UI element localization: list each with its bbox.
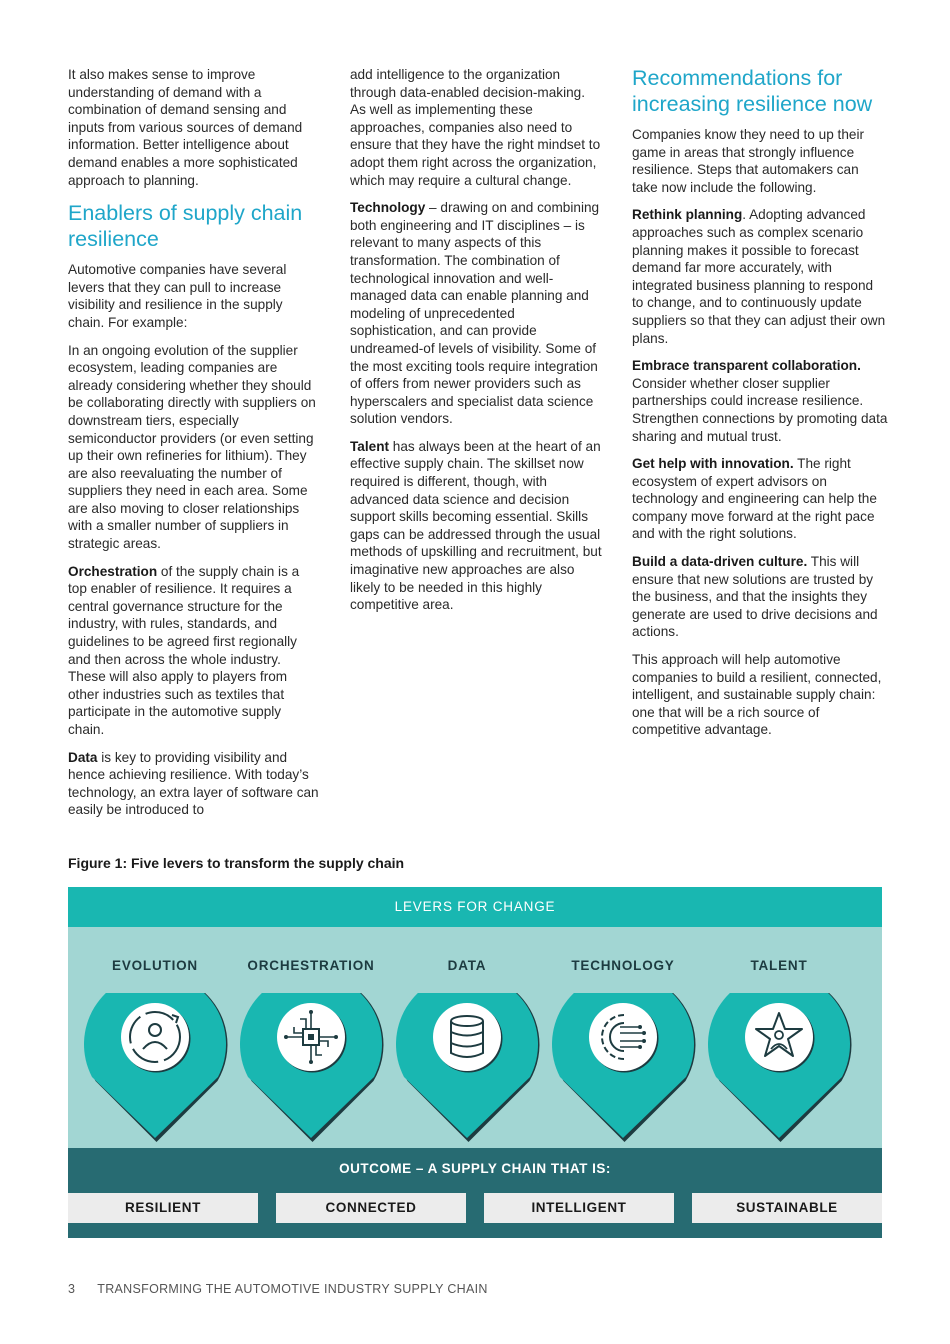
outcome-section (68, 1148, 882, 1238)
lever-label: ORCHESTRATION (247, 958, 375, 973)
bold-term: Embrace transparent collaboration. (632, 358, 861, 374)
paragraph: Data is key to providing visibility and hence achieving resilience. With today’s technology, an extra layer of software can easily be introduced to (68, 749, 319, 818)
paragraph: This approach will help automotive companies to build a resilient, connected, intelligent, and sustainable supply chain: one that will be a rich source of competitive advantage. (632, 652, 882, 738)
bold-term: Rethink planning (632, 207, 743, 223)
outcome-sustainable: SUSTAINABLE (692, 1193, 882, 1223)
paragraph: Embrace transparent collaboration. Consider whether closer supplier partnerships could increase resilience. Strengthen connections by promoting data sharing and mutual trust. (632, 358, 888, 444)
paragraph: add intelligence to the organization through data-enabled decision-making. As well as implementing these approaches, companies also need to ensure that they have the right mindset to adopt them right across the organization, which may require a cultural change. (350, 67, 601, 188)
bold-term: Get help with innovation. (632, 456, 794, 472)
lever-technology (542, 927, 704, 1147)
bold-term: Data (68, 749, 98, 765)
figure-caption: Figure 1: Five levers to transform the supply chain (68, 855, 405, 871)
text-column-1 (68, 66, 320, 829)
bold-term: Build a data-driven culture. (632, 554, 808, 570)
paragraph: In an ongoing evolution of the supplier ecosystem, leading companies are already considering whether they should be collaborating directly with suppliers on downstream tiers, especially semiconductor providers (or even setting up their own refineries for lithium). They are also reevaluating the number of suppliers they need in each area. Some are also moving to closer relationships with a smaller number of suppliers in strategic areas. (68, 342, 316, 552)
paragraph: Get help with innovation. The right ecosystem of expert advisors on technology and engineering can help the company move forward at the right pace and with the right solutions. (632, 456, 877, 542)
lever-label: DATA (447, 958, 487, 973)
database-icon (394, 993, 540, 1143)
bold-term: Talent (350, 438, 390, 454)
outcome-resilient: RESILIENT (68, 1193, 258, 1223)
tech-gear-icon (550, 993, 696, 1143)
star-person-icon (706, 993, 852, 1143)
section-heading-enablers: Enablers of supply chain resilience (68, 201, 303, 251)
paragraph: Automotive companies have several levers that they can pull to increase visibility and resilience in the supply chain. For example: (68, 262, 287, 330)
outcome-title: OUTCOME – A SUPPLY CHAIN THAT IS: (339, 1161, 611, 1176)
paragraph: Technology – drawing on and combining both engineering and IT disciplines – is relevant to many aspects of this transformation. The combination of technological innovation and well-managed data can enable planning and modeling of unprecedented sophistication, and can provide undreamed-of levels of visibility. Some of the most exciting tools require integration of offers from newer providers such as hyperscalers and specialist data science solution vendors. (350, 200, 600, 427)
paragraph: Orchestration of the supply chain is a top enabler of resilience. It requires a central governance structure for the industry, with rules, standards, and guidelines to be agreed first regionally and then across the whole industry. These will also apply to players from other industries such as textiles that participate in the automotive supply chain. (68, 563, 300, 737)
outcome-connected: CONNECTED (276, 1193, 466, 1223)
circuit-chip-icon (238, 993, 384, 1143)
lever-talent (698, 927, 860, 1147)
text-column-3 (632, 66, 888, 749)
page-footer (68, 1282, 488, 1296)
lever-label: TECHNOLOGY (571, 958, 675, 973)
bold-term: Technology (350, 200, 426, 216)
lever-label: EVOLUTION (112, 958, 198, 973)
outcome-intelligent: INTELLIGENT (484, 1193, 674, 1223)
paragraph: Rethink planning. Adopting advanced approaches such as complex scenario planning makes it possible to forecast demand far more accurately, with integrated business planning to respond to change, and to continuously update suppliers so that they can adjust their own plans. (632, 207, 886, 346)
text-column-2 (350, 66, 602, 624)
levers-figure (68, 887, 882, 1238)
section-heading-recommendations: Recommendations for increasing resilience now (632, 66, 873, 116)
paragraph: Talent has always been at the heart of an effective supply chain. The skillset now required is different, though, with advanced data science and decision support skills becoming essential. Skills gaps can be addressed through the usual methods of upskilling and recruitment, but imaginative new approaches are also likely to be needed in this highly competitive area. (350, 438, 602, 613)
document-title: TRANSFORMING THE AUTOMOTIVE INDUSTRY SUPPLY CHAIN (97, 1282, 488, 1296)
person-cycle-icon (82, 993, 228, 1143)
paragraph: Companies know they need to up their game in areas that strongly influence resilience. Steps that automakers can take now include the following. (632, 127, 864, 195)
bold-term: Orchestration (68, 563, 158, 579)
lever-label: TALENT (750, 958, 808, 973)
levers-title-bar: LEVERS FOR CHANGE (68, 887, 882, 927)
paragraph: Build a data-driven culture. This will ensure that new solutions are trusted by the business, and that the insights they generate are used to drive decisions and actions. (632, 554, 878, 640)
page-number: 3 (68, 1282, 76, 1296)
lever-evolution (74, 927, 236, 1147)
lever-orchestration (230, 927, 392, 1147)
lever-data (386, 927, 548, 1147)
paragraph: It also makes sense to improve understanding of demand with a combination of demand sensing and inputs from various sources of demand information. Better intelligence about demand enables a more sophisticated approach to planning. (68, 67, 303, 188)
